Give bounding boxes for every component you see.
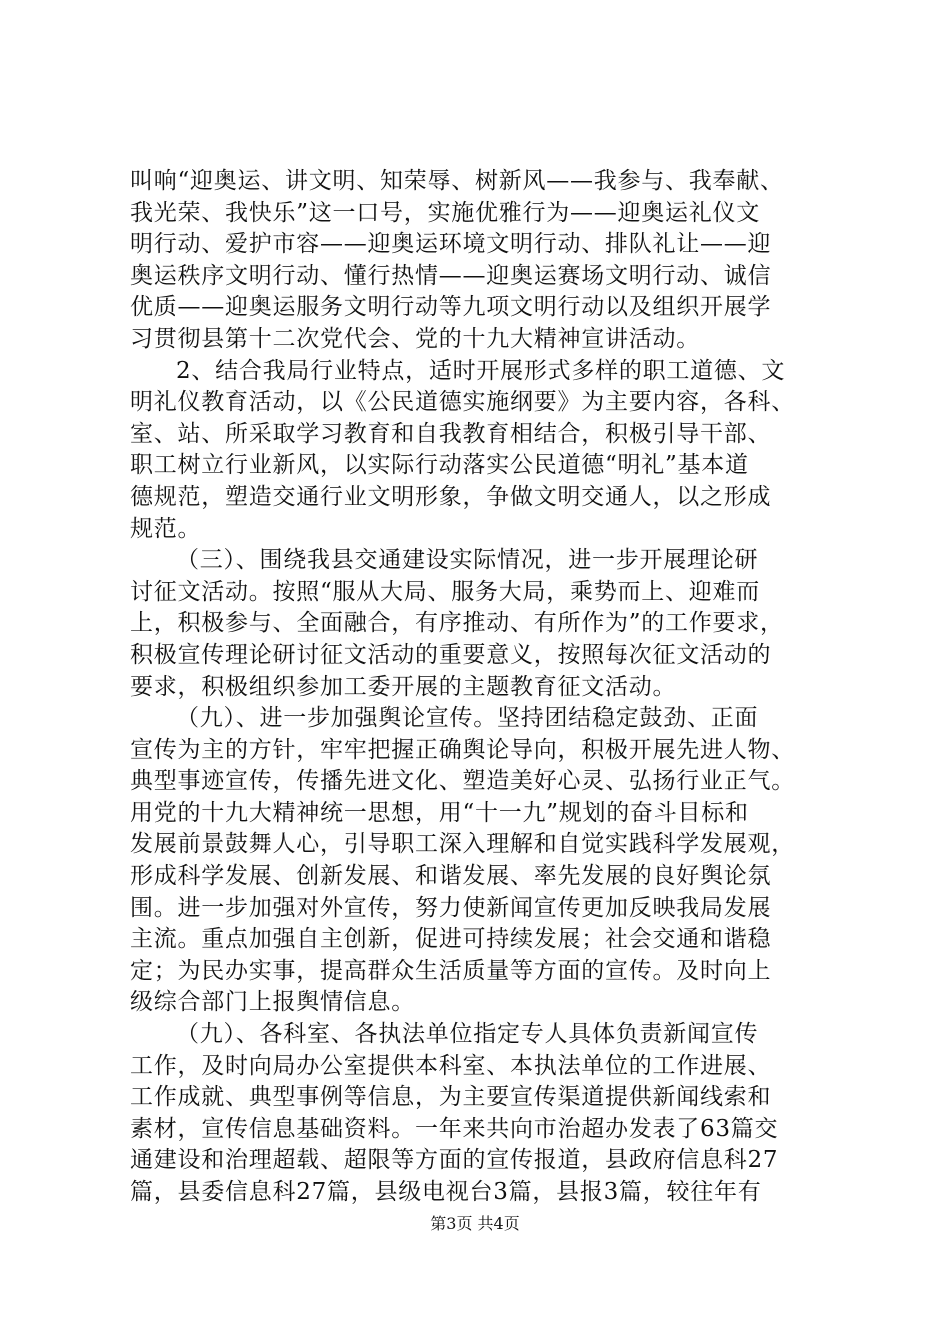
paragraph-start-line: 2、结合我局行业特点，适时开展形式多样的职工道德、文 [176,357,786,384]
text-line: 工作，及时向局办公室提供本科室、本执法单位的工作进展、 [130,1052,772,1079]
text-line: 上，积极参与、全面融合，有序推动、有所作为”的工作要求， [130,610,784,637]
text-line: 用党的十九大精神统一思想，用“十一九”规划的奋斗目标和 [130,799,749,826]
text-line: 发展前景鼓舞人心，引导职工深入理解和自觉实践科学发展观， [130,831,795,858]
text-line: 德规范，塑造交通行业文明形象，争做文明交通人，以之形成 [130,483,772,510]
text-line: 级综合部门上报舆情信息。 [130,989,415,1016]
text-line: 优质——迎奥运服务文明行动等九项文明行动以及组织开展学 [130,294,772,321]
text-line: 定；为民办实事，提高群众生活质量等方面的宣传。及时向上 [130,957,772,984]
paragraph-start-line: （九）、进一步加强舆论宣传。坚持团结稳定鼓劲、正面 [176,705,759,732]
page-footer [0,1214,950,1234]
text-line: 通建设和治理超载、超限等方面的宣传报道，县政府信息科27 [130,1147,779,1174]
document-body [130,166,830,1209]
text-line: 习贯彻县第十二次党代会、党的十九大精神宣讲活动。 [130,325,700,352]
text-line: 要求，积极组织参加工委开展的主题教育征文活动。 [130,673,677,700]
page-number-label: 第3页 共4页 [430,1214,520,1233]
text-line: 积极宣传理论研讨征文活动的重要意义，按照每次征文活动的 [130,641,772,668]
text-line: 典型事迹宣传，传播先进文化、塑造美好心灵、弘扬行业正气。 [130,768,795,795]
text-line: 奥运秩序文明行动、懂行热情——迎奥运赛场文明行动、诚信 [130,262,772,289]
text-line: 工作成就、典型事例等信息，为主要宣传渠道提供新闻线索和 [130,1084,772,1111]
text-line: 室、站、所采取学习教育和自我教育相结合，积极引导干部、 [130,420,772,447]
text-line: 职工树立行业新风，以实际行动落实公民道德“明礼”基本道 [130,452,749,479]
text-line: 主流。重点加强自主创新，促进可持续发展；社会交通和谐稳 [130,926,772,953]
text-line: 规范。 [130,515,202,542]
paragraph-start-line: （九）、各科室、各执法单位指定专人具体负责新闻宣传 [176,1021,759,1048]
text-line: 明礼仪教育活动，以《公民道德实施纲要》为主要内容，各科、 [130,389,795,416]
text-line: 明行动、爱护市容——迎奥运环境文明行动、排队礼让——迎 [130,231,772,258]
paragraph-start-line: （三）、围绕我县交通建设实际情况，进一步开展理论研 [176,547,759,574]
text-line: 素材，宣传信息基础资料。一年来共向市治超办发表了63篇交 [130,1115,779,1142]
text-line: 篇，县委信息科27篇，县级电视台3篇，县报3篇，较往年有 [130,1179,762,1205]
text-line: 我光荣、我快乐”这一口号，实施优雅行为——迎奥运礼仪文 [130,199,761,226]
text-line: 围。进一步加强对外宣传，努力使新闻宣传更加反映我局发展 [130,894,772,921]
text-line: 宣传为主的方针，牢牢把握正确舆论导向，积极开展先进人物、 [130,736,795,763]
text-line: 讨征文活动。按照“服从大局、服务大局，乘势而上、迎难而 [130,578,761,605]
text-line: 形成科学发展、创新发展、和谐发展、率先发展的良好舆论氛 [130,863,772,890]
text-line: 叫响“迎奥运、讲文明、知荣辱、树新风——我参与、我奉献、 [130,168,784,194]
